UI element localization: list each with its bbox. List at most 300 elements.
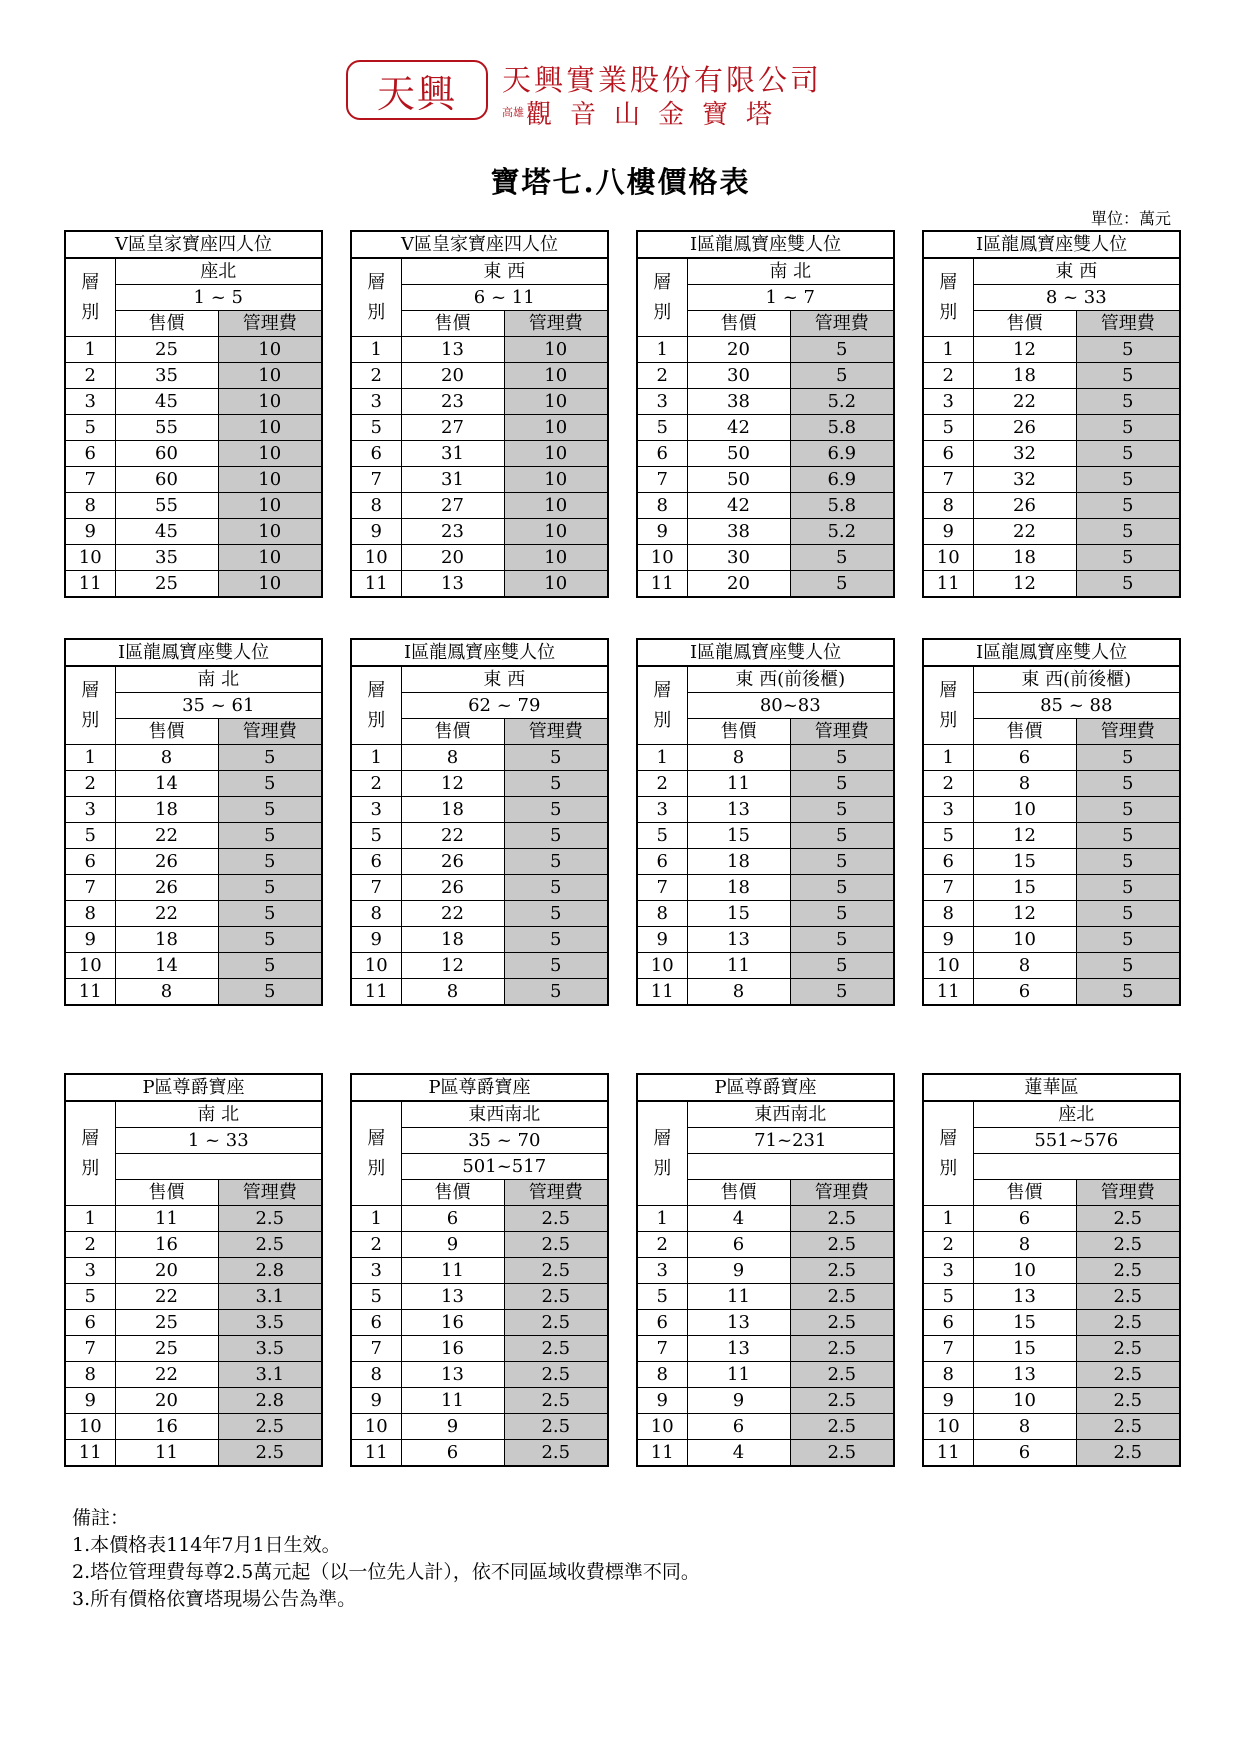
fee-cell: 5.2 <box>790 389 894 415</box>
table-row <box>65 1232 322 1258</box>
fee-cell: 5 <box>790 849 894 875</box>
table-row <box>65 1388 322 1414</box>
table-row <box>351 571 608 598</box>
floor-cell: 6 <box>65 441 115 467</box>
fee-cell: 2.5 <box>218 1414 322 1440</box>
floor-cell: 5 <box>65 415 115 441</box>
floor-cell: 1 <box>923 337 973 363</box>
fee-cell: 5 <box>790 745 894 771</box>
table-row <box>923 1232 1180 1258</box>
fee-cell: 2.5 <box>218 1440 322 1467</box>
price-cell: 11 <box>687 953 790 979</box>
fee-cell: 5 <box>1076 519 1180 545</box>
price-cell: 8 <box>687 979 790 1006</box>
floor-cell: 1 <box>637 745 687 771</box>
table-row <box>65 979 322 1006</box>
price-cell: 11 <box>401 1388 504 1414</box>
fee-header: 管理費 <box>1076 311 1180 337</box>
table-row <box>65 571 322 598</box>
fee-cell: 10 <box>218 441 322 467</box>
price-cell: 50 <box>687 467 790 493</box>
price-header: 售價 <box>115 311 218 337</box>
fee-cell: 2.5 <box>504 1310 608 1336</box>
floor-cell: 6 <box>923 441 973 467</box>
price-header: 售價 <box>401 719 504 745</box>
price-cell: 18 <box>973 363 1076 389</box>
fee-cell: 10 <box>218 363 322 389</box>
table-row <box>923 1258 1180 1284</box>
floor-cell: 1 <box>923 1206 973 1232</box>
floor-header: 層 別 <box>923 666 973 745</box>
seat-range: 1 ~ 5 <box>115 285 322 311</box>
floor-cell: 7 <box>923 1336 973 1362</box>
price-table <box>636 1073 895 1467</box>
floor-cell: 8 <box>65 901 115 927</box>
floor-cell: 2 <box>637 1232 687 1258</box>
floor-cell: 3 <box>637 389 687 415</box>
price-cell: 8 <box>401 745 504 771</box>
price-cell: 18 <box>687 849 790 875</box>
fee-cell: 2.8 <box>218 1258 322 1284</box>
price-cell: 22 <box>115 1362 218 1388</box>
table-row <box>923 771 1180 797</box>
floor-cell: 6 <box>351 1310 401 1336</box>
seat-range: 71~231 <box>687 1128 894 1154</box>
price-table <box>64 230 323 598</box>
fee-header: 管理費 <box>1076 719 1180 745</box>
table-row <box>351 1414 608 1440</box>
floor-header: 層 別 <box>65 1101 115 1206</box>
price-cell: 15 <box>973 875 1076 901</box>
fee-cell: 2.5 <box>790 1206 894 1232</box>
seat-range: 8 ~ 33 <box>973 285 1180 311</box>
fee-cell: 10 <box>504 441 608 467</box>
floor-cell: 6 <box>65 849 115 875</box>
price-cell: 16 <box>401 1336 504 1362</box>
fee-header: 管理費 <box>790 719 894 745</box>
floor-cell: 8 <box>351 493 401 519</box>
floor-cell: 3 <box>351 389 401 415</box>
fee-cell: 5 <box>1076 493 1180 519</box>
price-header: 售價 <box>687 1180 790 1206</box>
price-cell: 20 <box>687 571 790 598</box>
fee-cell: 5 <box>1076 901 1180 927</box>
floor-header: 層 別 <box>351 1101 401 1206</box>
floor-header: 層 別 <box>923 258 973 337</box>
price-header: 售價 <box>973 719 1076 745</box>
floor-cell: 3 <box>923 797 973 823</box>
fee-cell: 5 <box>1076 953 1180 979</box>
fee-cell: 5 <box>218 901 322 927</box>
price-cell: 11 <box>687 771 790 797</box>
floor-cell: 11 <box>923 1440 973 1467</box>
fee-cell: 5 <box>1076 389 1180 415</box>
letterhead <box>346 58 906 128</box>
floor-cell: 5 <box>923 823 973 849</box>
price-cell: 8 <box>115 745 218 771</box>
floor-cell: 6 <box>65 1310 115 1336</box>
orientation: 座北 <box>973 1101 1180 1128</box>
floor-cell: 10 <box>637 1414 687 1440</box>
fee-cell: 6.9 <box>790 467 894 493</box>
table-row <box>923 493 1180 519</box>
table-row <box>923 467 1180 493</box>
price-header: 售價 <box>115 719 218 745</box>
orientation: 座北 <box>115 258 322 285</box>
price-cell: 18 <box>973 545 1076 571</box>
price-cell: 38 <box>687 389 790 415</box>
table-row <box>65 441 322 467</box>
price-cell: 26 <box>115 875 218 901</box>
table-row <box>637 979 894 1006</box>
fee-cell: 5 <box>218 849 322 875</box>
table-title: P區尊爵寶座 <box>637 1074 894 1101</box>
price-cell: 10 <box>973 797 1076 823</box>
price-cell: 8 <box>973 1232 1076 1258</box>
price-cell: 20 <box>687 337 790 363</box>
seat-range: 35 ~ 61 <box>115 693 322 719</box>
floor-cell: 6 <box>351 441 401 467</box>
price-cell: 22 <box>115 901 218 927</box>
table-row <box>351 1284 608 1310</box>
table-row <box>65 337 322 363</box>
table-row <box>351 493 608 519</box>
price-header: 售價 <box>401 1180 504 1206</box>
company-name: 天興實業股份有限公司 <box>502 63 823 97</box>
seat-range: 6 ~ 11 <box>401 285 608 311</box>
table-row <box>637 1258 894 1284</box>
fee-cell: 2.5 <box>504 1388 608 1414</box>
price-cell: 6 <box>973 1206 1076 1232</box>
fee-cell: 2.5 <box>504 1440 608 1467</box>
table-row <box>351 441 608 467</box>
floor-cell: 3 <box>65 797 115 823</box>
price-cell: 10 <box>973 1388 1076 1414</box>
fee-cell: 5 <box>790 875 894 901</box>
price-cell: 38 <box>687 519 790 545</box>
floor-cell: 9 <box>65 519 115 545</box>
fee-cell: 2.5 <box>1076 1206 1180 1232</box>
floor-cell: 1 <box>65 1206 115 1232</box>
floor-cell: 9 <box>351 927 401 953</box>
table-row <box>923 1440 1180 1467</box>
fee-cell: 5 <box>218 797 322 823</box>
table-row <box>923 1206 1180 1232</box>
table-row <box>923 745 1180 771</box>
floor-cell: 8 <box>65 1362 115 1388</box>
fee-cell: 5 <box>1076 571 1180 598</box>
table-row <box>637 771 894 797</box>
price-cell: 22 <box>401 823 504 849</box>
floor-cell: 6 <box>923 1310 973 1336</box>
price-cell: 15 <box>973 849 1076 875</box>
fee-cell: 5 <box>218 823 322 849</box>
fee-cell: 5 <box>790 979 894 1006</box>
table-row <box>351 797 608 823</box>
seat-range: 1 ~ 33 <box>115 1128 322 1154</box>
fee-cell: 5 <box>218 745 322 771</box>
price-cell: 31 <box>401 467 504 493</box>
fee-cell: 5 <box>790 571 894 598</box>
floor-header: 層 別 <box>637 1101 687 1206</box>
fee-cell: 10 <box>504 571 608 598</box>
floor-cell: 7 <box>65 467 115 493</box>
fee-cell: 2.5 <box>504 1284 608 1310</box>
price-cell: 30 <box>687 363 790 389</box>
price-cell: 22 <box>115 1284 218 1310</box>
price-cell: 45 <box>115 389 218 415</box>
table-row <box>923 823 1180 849</box>
floor-cell: 7 <box>351 875 401 901</box>
fee-cell: 5 <box>790 797 894 823</box>
floor-header: 層 別 <box>351 258 401 337</box>
table-row <box>923 901 1180 927</box>
price-cell: 8 <box>401 979 504 1006</box>
table-row <box>65 771 322 797</box>
fee-cell: 3.1 <box>218 1284 322 1310</box>
table-row <box>351 901 608 927</box>
table-row <box>351 771 608 797</box>
price-cell: 13 <box>401 1362 504 1388</box>
remark-item: 3.所有價格依寶塔現場公告為準。 <box>72 1588 357 1610</box>
table-row <box>637 1362 894 1388</box>
table-row <box>637 745 894 771</box>
price-cell: 25 <box>115 1336 218 1362</box>
floor-cell: 7 <box>923 875 973 901</box>
floor-cell: 9 <box>637 519 687 545</box>
price-cell: 9 <box>687 1388 790 1414</box>
fee-cell: 2.5 <box>504 1362 608 1388</box>
table-row <box>351 1336 608 1362</box>
fee-cell: 5 <box>1076 823 1180 849</box>
floor-header: 層 別 <box>351 666 401 745</box>
floor-cell: 8 <box>351 901 401 927</box>
price-cell: 23 <box>401 389 504 415</box>
table-row <box>351 415 608 441</box>
fee-cell: 5 <box>1076 441 1180 467</box>
fee-header: 管理費 <box>504 311 608 337</box>
table-row <box>65 415 322 441</box>
floor-cell: 2 <box>351 363 401 389</box>
table-row <box>65 1310 322 1336</box>
floor-header: 層 別 <box>637 258 687 337</box>
floor-cell: 3 <box>923 1258 973 1284</box>
floor-cell: 10 <box>65 953 115 979</box>
location-tag: 高雄 <box>502 105 524 119</box>
price-cell: 26 <box>973 415 1076 441</box>
table-row <box>923 363 1180 389</box>
floor-cell: 10 <box>923 545 973 571</box>
table-row <box>923 875 1180 901</box>
orientation: 東 西(前後櫃) <box>973 666 1180 693</box>
price-cell: 13 <box>973 1284 1076 1310</box>
table-row <box>65 363 322 389</box>
fee-cell: 5 <box>1076 337 1180 363</box>
fee-cell: 2.5 <box>790 1258 894 1284</box>
fee-cell: 5 <box>504 797 608 823</box>
table-row <box>351 953 608 979</box>
price-cell: 14 <box>115 771 218 797</box>
price-cell: 8 <box>973 1414 1076 1440</box>
price-cell: 6 <box>687 1414 790 1440</box>
floor-cell: 3 <box>637 1258 687 1284</box>
table-row <box>351 927 608 953</box>
fee-cell: 2.5 <box>790 1284 894 1310</box>
fee-cell: 5 <box>1076 467 1180 493</box>
table-row <box>923 337 1180 363</box>
fee-cell: 2.5 <box>1076 1284 1180 1310</box>
table-row <box>351 1310 608 1336</box>
price-cell: 55 <box>115 415 218 441</box>
price-cell: 11 <box>401 1258 504 1284</box>
fee-cell: 5 <box>1076 745 1180 771</box>
fee-cell: 2.5 <box>1076 1414 1180 1440</box>
price-cell: 11 <box>115 1440 218 1467</box>
fee-cell: 10 <box>504 389 608 415</box>
floor-header: 層 別 <box>65 666 115 745</box>
fee-cell: 2.5 <box>504 1336 608 1362</box>
orientation: 東 西(前後櫃) <box>687 666 894 693</box>
floor-cell: 11 <box>351 571 401 598</box>
price-cell: 23 <box>401 519 504 545</box>
floor-cell: 11 <box>637 979 687 1006</box>
fee-cell: 10 <box>504 493 608 519</box>
floor-cell: 5 <box>923 1284 973 1310</box>
floor-cell: 9 <box>923 1388 973 1414</box>
seat-range: 85 ~ 88 <box>973 693 1180 719</box>
floor-cell: 3 <box>923 389 973 415</box>
floor-cell: 10 <box>637 545 687 571</box>
price-cell: 13 <box>973 1362 1076 1388</box>
floor-cell: 5 <box>637 415 687 441</box>
fee-cell: 10 <box>218 545 322 571</box>
price-cell: 18 <box>401 797 504 823</box>
price-cell: 45 <box>115 519 218 545</box>
fee-header: 管理費 <box>218 311 322 337</box>
table-row <box>351 823 608 849</box>
floor-cell: 9 <box>637 927 687 953</box>
fee-cell: 5 <box>218 875 322 901</box>
floor-cell: 3 <box>351 1258 401 1284</box>
floor-cell: 9 <box>351 1388 401 1414</box>
price-cell: 20 <box>115 1258 218 1284</box>
price-cell: 18 <box>115 797 218 823</box>
floor-cell: 6 <box>637 1310 687 1336</box>
price-cell: 6 <box>973 979 1076 1006</box>
price-table <box>64 638 323 1006</box>
floor-cell: 2 <box>65 363 115 389</box>
fee-cell: 2.5 <box>218 1206 322 1232</box>
floor-cell: 11 <box>351 979 401 1006</box>
table-row <box>351 875 608 901</box>
fee-cell: 2.5 <box>1076 1440 1180 1467</box>
price-cell: 32 <box>973 467 1076 493</box>
floor-cell: 6 <box>637 849 687 875</box>
price-cell: 12 <box>973 571 1076 598</box>
floor-cell: 7 <box>637 875 687 901</box>
floor-cell: 9 <box>637 1388 687 1414</box>
fee-cell: 10 <box>504 415 608 441</box>
table-row <box>923 1284 1180 1310</box>
table-row <box>637 363 894 389</box>
fee-cell: 2.5 <box>790 1232 894 1258</box>
fee-cell: 2.5 <box>790 1310 894 1336</box>
price-table <box>350 1073 609 1467</box>
price-cell: 12 <box>973 901 1076 927</box>
price-cell: 6 <box>401 1206 504 1232</box>
orientation: 南 北 <box>687 258 894 285</box>
table-row <box>65 953 322 979</box>
table-row <box>637 415 894 441</box>
fee-header: 管理費 <box>1076 1180 1180 1206</box>
floor-cell: 1 <box>637 1206 687 1232</box>
floor-cell: 3 <box>65 1258 115 1284</box>
table-row <box>65 901 322 927</box>
fee-cell: 3.5 <box>218 1310 322 1336</box>
floor-cell: 2 <box>637 363 687 389</box>
table-row <box>923 441 1180 467</box>
floor-cell: 11 <box>923 571 973 598</box>
price-cell: 8 <box>687 745 790 771</box>
table-row <box>65 389 322 415</box>
floor-cell: 3 <box>351 797 401 823</box>
floor-cell: 10 <box>923 1414 973 1440</box>
price-table <box>636 230 895 598</box>
table-row <box>65 745 322 771</box>
fee-cell: 5 <box>790 545 894 571</box>
floor-cell: 9 <box>351 519 401 545</box>
table-row <box>923 849 1180 875</box>
price-cell: 13 <box>687 1336 790 1362</box>
table-row <box>65 467 322 493</box>
fee-cell: 10 <box>218 519 322 545</box>
table-row <box>637 1284 894 1310</box>
table-title: I區龍鳳寶座雙人位 <box>923 639 1180 666</box>
price-cell: 8 <box>973 771 1076 797</box>
table-row <box>923 1310 1180 1336</box>
price-cell: 14 <box>115 953 218 979</box>
seat-range: 80~83 <box>687 693 894 719</box>
floor-cell: 9 <box>923 519 973 545</box>
orientation: 東 西 <box>973 258 1180 285</box>
floor-cell: 7 <box>351 1336 401 1362</box>
floor-cell: 11 <box>65 571 115 598</box>
table-row <box>923 389 1180 415</box>
table-row <box>637 953 894 979</box>
price-table <box>350 230 609 598</box>
table-row <box>65 849 322 875</box>
fee-cell: 2.5 <box>1076 1336 1180 1362</box>
fee-cell: 2.5 <box>1076 1388 1180 1414</box>
price-cell: 32 <box>973 441 1076 467</box>
floor-cell: 7 <box>65 1336 115 1362</box>
price-cell: 30 <box>687 545 790 571</box>
floor-cell: 3 <box>65 389 115 415</box>
table-title: I區龍鳳寶座雙人位 <box>65 639 322 666</box>
floor-header: 層 別 <box>923 1101 973 1206</box>
orientation: 東西南北 <box>687 1101 894 1128</box>
orientation: 南 北 <box>115 1101 322 1128</box>
table-row <box>65 1336 322 1362</box>
floor-cell: 1 <box>351 337 401 363</box>
table-row <box>65 545 322 571</box>
floor-cell: 8 <box>637 493 687 519</box>
floor-cell: 11 <box>637 571 687 598</box>
fee-cell: 5 <box>1076 363 1180 389</box>
fee-cell: 5 <box>1076 849 1180 875</box>
price-table <box>922 230 1181 598</box>
price-cell: 6 <box>687 1232 790 1258</box>
